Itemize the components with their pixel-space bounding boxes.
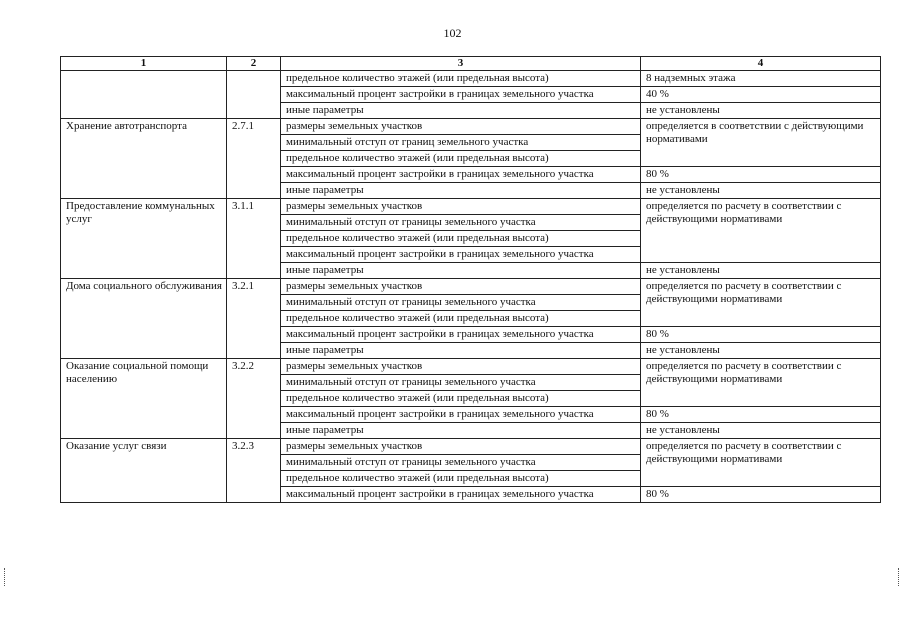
param-value: определяется по расчету в соответствии с действующими нормативами: [641, 359, 881, 407]
use-code-cell: 3.2.2: [227, 359, 281, 439]
param-label: минимальный отступ от границы земельного участка: [281, 215, 641, 231]
table-row: [61, 279, 881, 295]
scan-edge-mark-right: [898, 568, 901, 586]
param-value: определяется по расчету в соответствии с действующими нормативами: [641, 199, 881, 263]
param-value: не установлены: [641, 183, 881, 199]
param-value: не установлены: [641, 103, 881, 119]
header-col-3: 3: [281, 57, 641, 71]
param-label: максимальный процент застройки в границах земельного участка: [281, 87, 641, 103]
header-row: [61, 57, 881, 71]
table-row: [61, 199, 881, 215]
use-name-cell: Оказание социальной помощи населению: [61, 359, 227, 439]
param-label: предельное количество этажей (или предельная высота): [281, 471, 641, 487]
table-row: [61, 359, 881, 375]
scan-edge-mark-left: [4, 568, 7, 586]
param-label: размеры земельных участков: [281, 119, 641, 135]
use-code-cell: 3.2.3: [227, 439, 281, 503]
param-value: не установлены: [641, 263, 881, 279]
param-label: размеры земельных участков: [281, 279, 641, 295]
use-name-cell: Дома социального обслуживания: [61, 279, 227, 359]
use-code-cell: 3.1.1: [227, 199, 281, 279]
param-value: не установлены: [641, 343, 881, 359]
param-label: максимальный процент застройки в границах земельного участка: [281, 327, 641, 343]
param-label: предельное количество этажей (или предельная высота): [281, 231, 641, 247]
param-label: иные параметры: [281, 263, 641, 279]
param-label: максимальный процент застройки в границах земельного участка: [281, 407, 641, 423]
param-label: предельное количество этажей (или предельная высота): [281, 151, 641, 167]
header-col-4: 4: [641, 57, 881, 71]
table-row: [61, 439, 881, 455]
param-label: иные параметры: [281, 423, 641, 439]
header-col-1: 1: [61, 57, 227, 71]
param-value: 80 %: [641, 327, 881, 343]
param-label: иные параметры: [281, 183, 641, 199]
param-value: определяется по расчету в соответствии с действующими нормативами: [641, 439, 881, 487]
use-name-cell: Предоставление коммунальных услуг: [61, 199, 227, 279]
table-row: [61, 119, 881, 135]
header-col-2: 2: [227, 57, 281, 71]
page-number: 102: [443, 26, 462, 40]
use-code-cell: [227, 71, 281, 119]
table-row: [61, 71, 881, 87]
param-value: определяется в соответствии с действующими нормативами: [641, 119, 881, 167]
param-value: 40 %: [641, 87, 881, 103]
param-label: минимальный отступ от границ земельного участка: [281, 135, 641, 151]
param-value: 80 %: [641, 407, 881, 423]
use-name-cell: Хранение автотранспорта: [61, 119, 227, 199]
param-label: максимальный процент застройки в границах земельного участка: [281, 247, 641, 263]
param-label: иные параметры: [281, 343, 641, 359]
param-value: определяется по расчету в соответствии с действующими нормативами: [641, 279, 881, 327]
land-use-table: [60, 56, 881, 503]
param-value: 8 надземных этажа: [641, 71, 881, 87]
use-code-cell: 2.7.1: [227, 119, 281, 199]
param-label: иные параметры: [281, 103, 641, 119]
param-label: максимальный процент застройки в границах земельного участка: [281, 167, 641, 183]
param-label: размеры земельных участков: [281, 199, 641, 215]
param-label: минимальный отступ от границы земельного участка: [281, 455, 641, 471]
param-value: 80 %: [641, 487, 881, 503]
param-value: 80 %: [641, 167, 881, 183]
use-name-cell: Оказание услуг связи: [61, 439, 227, 503]
param-label: максимальный процент застройки в границах земельного участка: [281, 487, 641, 503]
use-name-cell: [61, 71, 227, 119]
param-label: минимальный отступ от границы земельного участка: [281, 375, 641, 391]
param-label: размеры земельных участков: [281, 439, 641, 455]
param-label: размеры земельных участков: [281, 359, 641, 375]
param-label: предельное количество этажей (или предельная высота): [281, 311, 641, 327]
param-value: не установлены: [641, 423, 881, 439]
param-label: минимальный отступ от границы земельного участка: [281, 295, 641, 311]
use-code-cell: 3.2.1: [227, 279, 281, 359]
param-label: предельное количество этажей (или предельная высота): [281, 71, 641, 87]
param-label: предельное количество этажей (или предельная высота): [281, 391, 641, 407]
